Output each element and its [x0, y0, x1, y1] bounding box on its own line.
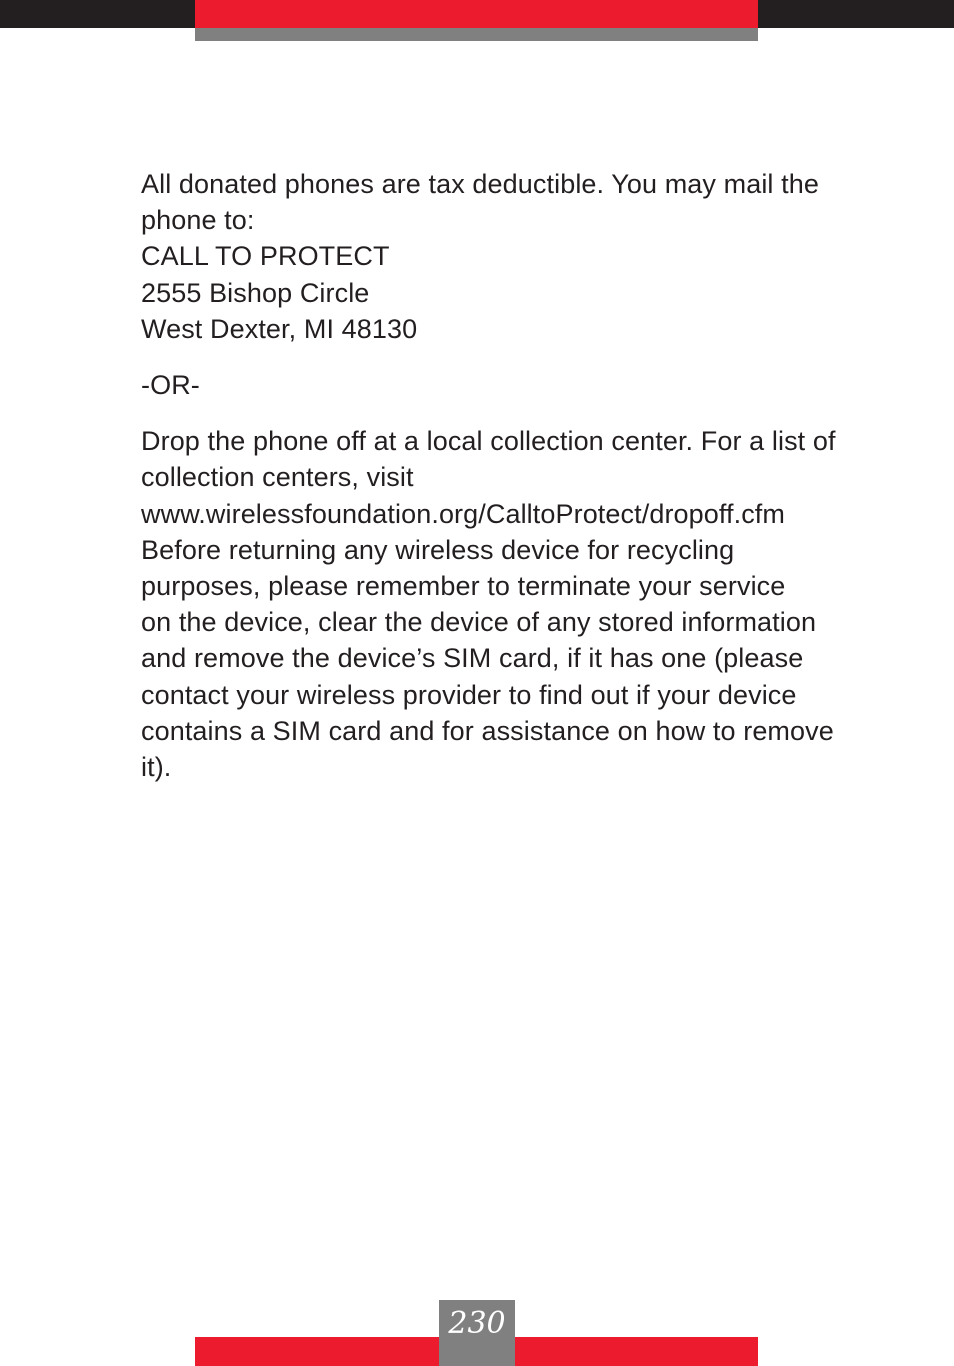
dropoff-instructions: [141, 423, 901, 785]
address-name: CALL TO PROTECT: [141, 241, 390, 272]
text-line: contact your wireless provider to find out if your device: [141, 679, 797, 710]
mail-instructions: [141, 166, 901, 347]
text-line: it).: [141, 752, 172, 783]
text-line: purposes, please remember to terminate your service: [141, 571, 786, 602]
text-line: Drop the phone off at a local collection center. For a list of: [141, 426, 836, 457]
address-city: West Dexter, MI 48130: [141, 313, 418, 344]
header-red-bar: [195, 0, 758, 28]
text-line: phone to:: [141, 205, 255, 236]
or-separator-text: -OR-: [141, 370, 200, 401]
or-separator: [141, 367, 901, 403]
text-line: Before returning any wireless device for recycling: [141, 534, 735, 565]
text-line: and remove the device’s SIM card, if it has one (please: [141, 643, 804, 674]
text-line: All donated phones are tax deductible. You may mail the: [141, 169, 819, 199]
page-number-badge: [439, 1300, 515, 1366]
text-line: collection centers, visit: [141, 462, 414, 493]
page-content: [141, 166, 901, 785]
text-line: contains a SIM card and for assistance on how to remove: [141, 715, 834, 746]
text-line: on the device, clear the device of any stored information: [141, 607, 817, 638]
address-street: 2555 Bishop Circle: [141, 277, 370, 308]
header-gray-bar: [195, 28, 758, 41]
dropoff-url: www.wirelessfoundation.org/CalltoProtect/dropoff.cfm: [141, 498, 785, 529]
page-number: 230: [448, 1306, 506, 1341]
